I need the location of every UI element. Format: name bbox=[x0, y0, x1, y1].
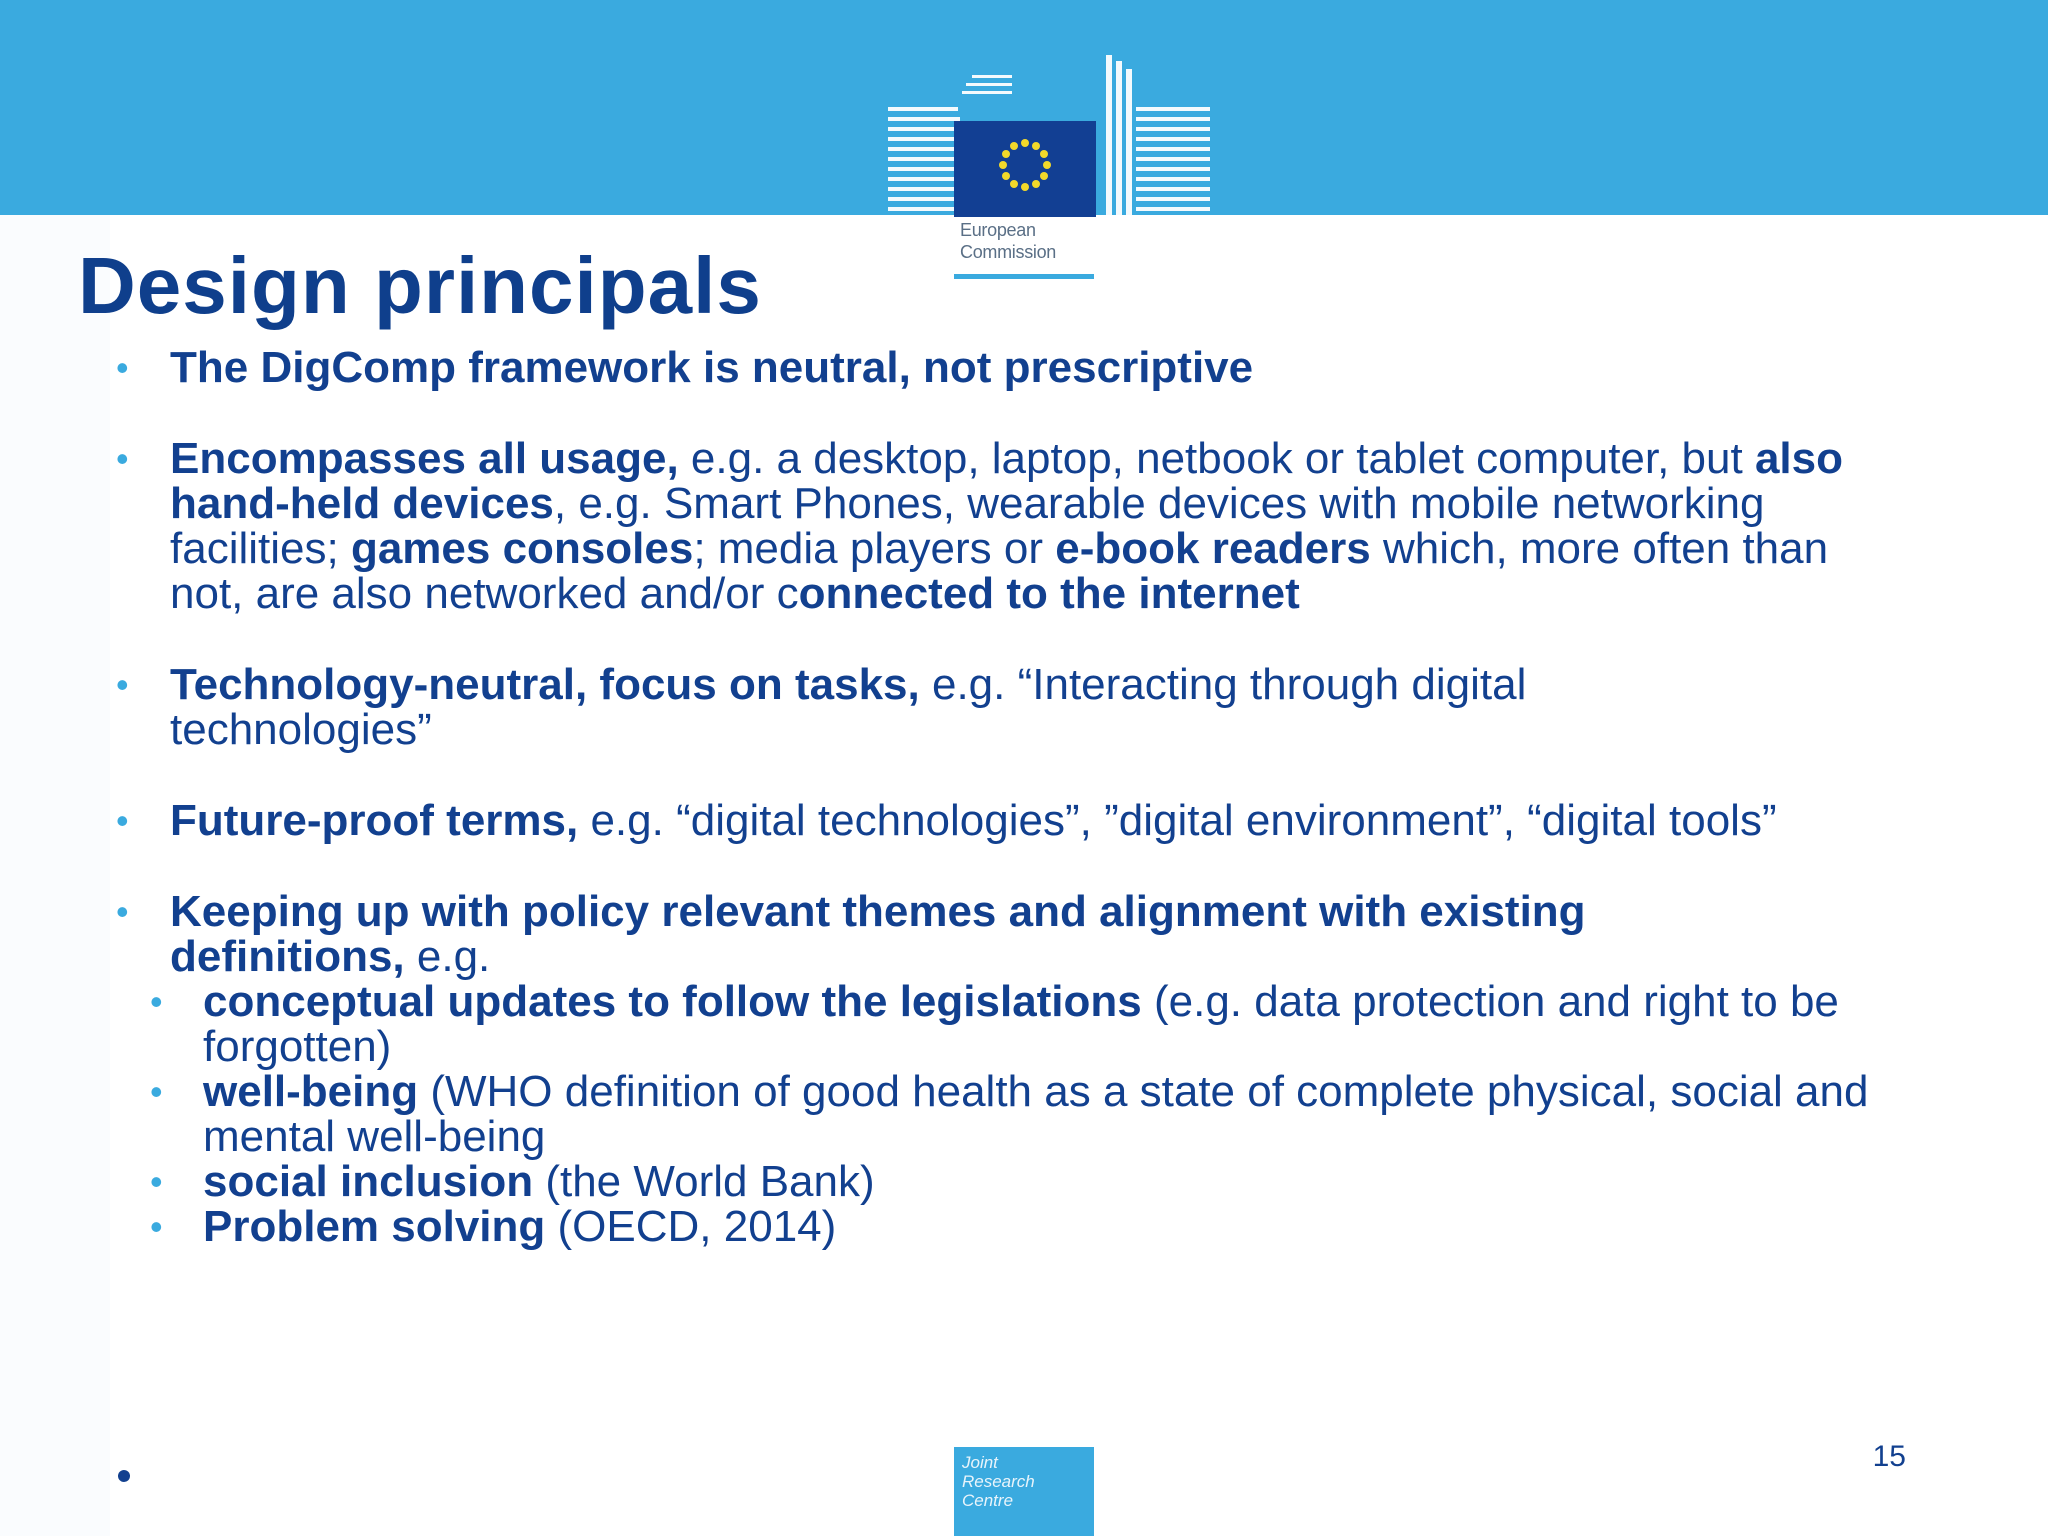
slide-body bbox=[110, 345, 1910, 1249]
bullet-bold-text: onnected to the internet bbox=[798, 569, 1300, 618]
jrc-line-1: Joint bbox=[962, 1453, 998, 1472]
bullet-dot: • bbox=[116, 347, 129, 388]
sub-bullet-item bbox=[110, 1204, 1910, 1249]
sub-bullet-dot: • bbox=[150, 1206, 163, 1247]
slide-title: Design principals bbox=[78, 241, 762, 330]
sub-bullet-text: (WHO definition of good health as a state of complete physical, social and mental well-being bbox=[203, 1067, 1869, 1161]
sub-bullet-dot: • bbox=[150, 981, 163, 1022]
bullet-text: which, more often than not, are also networked and/or c bbox=[170, 524, 1829, 618]
sub-bullet-bold-text: well-being bbox=[203, 1067, 419, 1116]
bullet-bold-text: e-book readers bbox=[1055, 524, 1371, 573]
bullet-text: e.g. “Interacting through digital technologies” bbox=[170, 660, 1527, 754]
bullet-bold-text: Future-proof terms, bbox=[170, 796, 579, 845]
sub-bullet-text: (e.g. data protection and right to be forgotten) bbox=[203, 977, 1839, 1071]
bullet-bold-text: Encompasses all usage, bbox=[170, 434, 679, 483]
sub-bullet-bold-text: conceptual updates to follow the legislations bbox=[203, 977, 1142, 1026]
bullet-item bbox=[110, 889, 1910, 979]
sub-bullet-text: (the World Bank) bbox=[533, 1157, 875, 1206]
bullet-text: e.g. bbox=[404, 932, 491, 981]
bullet-text: , e.g. Smart Phones, wearable devices with mobile networking facilities; bbox=[170, 479, 1765, 573]
bullet-bold-text: The DigComp framework is neutral, not prescriptive bbox=[170, 343, 1254, 392]
bullet-dot: • bbox=[116, 891, 129, 932]
jrc-logo bbox=[954, 1447, 1094, 1536]
bullet-item bbox=[110, 662, 1910, 752]
jrc-line-2: Research bbox=[962, 1472, 1035, 1491]
bullet-bold-text: Technology-neutral, focus on tasks, bbox=[170, 660, 920, 709]
sub-bullet-item bbox=[110, 979, 1910, 1069]
european-commission-logo-text bbox=[960, 219, 1056, 263]
logo-line-1: European bbox=[960, 220, 1036, 240]
eu-flag bbox=[954, 121, 1096, 217]
bullet-text: e.g. a desktop, laptop, netbook or tablet computer, but bbox=[678, 434, 1755, 483]
jrc-line-3: Centre bbox=[962, 1491, 1014, 1510]
sub-bullet-dot: • bbox=[150, 1161, 163, 1202]
bullet-dot: • bbox=[116, 438, 129, 479]
sub-bullet-bold-text: Problem solving bbox=[203, 1202, 546, 1251]
bullet-item bbox=[110, 436, 1910, 616]
bullet-text: ; media players or bbox=[693, 524, 1056, 573]
sub-bullet-bold-text: social inclusion bbox=[203, 1157, 534, 1206]
empty-bullet-dot bbox=[118, 1470, 130, 1482]
bullet-text: e.g. “digital technologies”, ”digital environment”, “digital tools” bbox=[578, 796, 1777, 845]
logo-underline bbox=[954, 274, 1094, 279]
bullet-bold-text: Keeping up with policy relevant themes and alignment with existing definitions, bbox=[170, 887, 1586, 981]
sub-bullet-dot: • bbox=[150, 1071, 163, 1112]
bullet-dot: • bbox=[116, 664, 129, 705]
page-number: 15 bbox=[1872, 1440, 1906, 1473]
left-margin-shade bbox=[0, 215, 110, 1536]
bullet-item bbox=[110, 798, 1910, 843]
bullet-dot: • bbox=[116, 800, 129, 841]
bullet-bold-text: also hand-held devices bbox=[170, 434, 1843, 528]
bullet-bold-text: games consoles bbox=[350, 524, 694, 573]
bullet-item bbox=[110, 345, 1910, 390]
sub-bullet-text: (OECD, 2014) bbox=[545, 1202, 837, 1251]
sub-bullet-item bbox=[110, 1069, 1910, 1159]
sub-bullet-item bbox=[110, 1159, 1910, 1204]
logo-line-2: Commission bbox=[960, 242, 1057, 262]
